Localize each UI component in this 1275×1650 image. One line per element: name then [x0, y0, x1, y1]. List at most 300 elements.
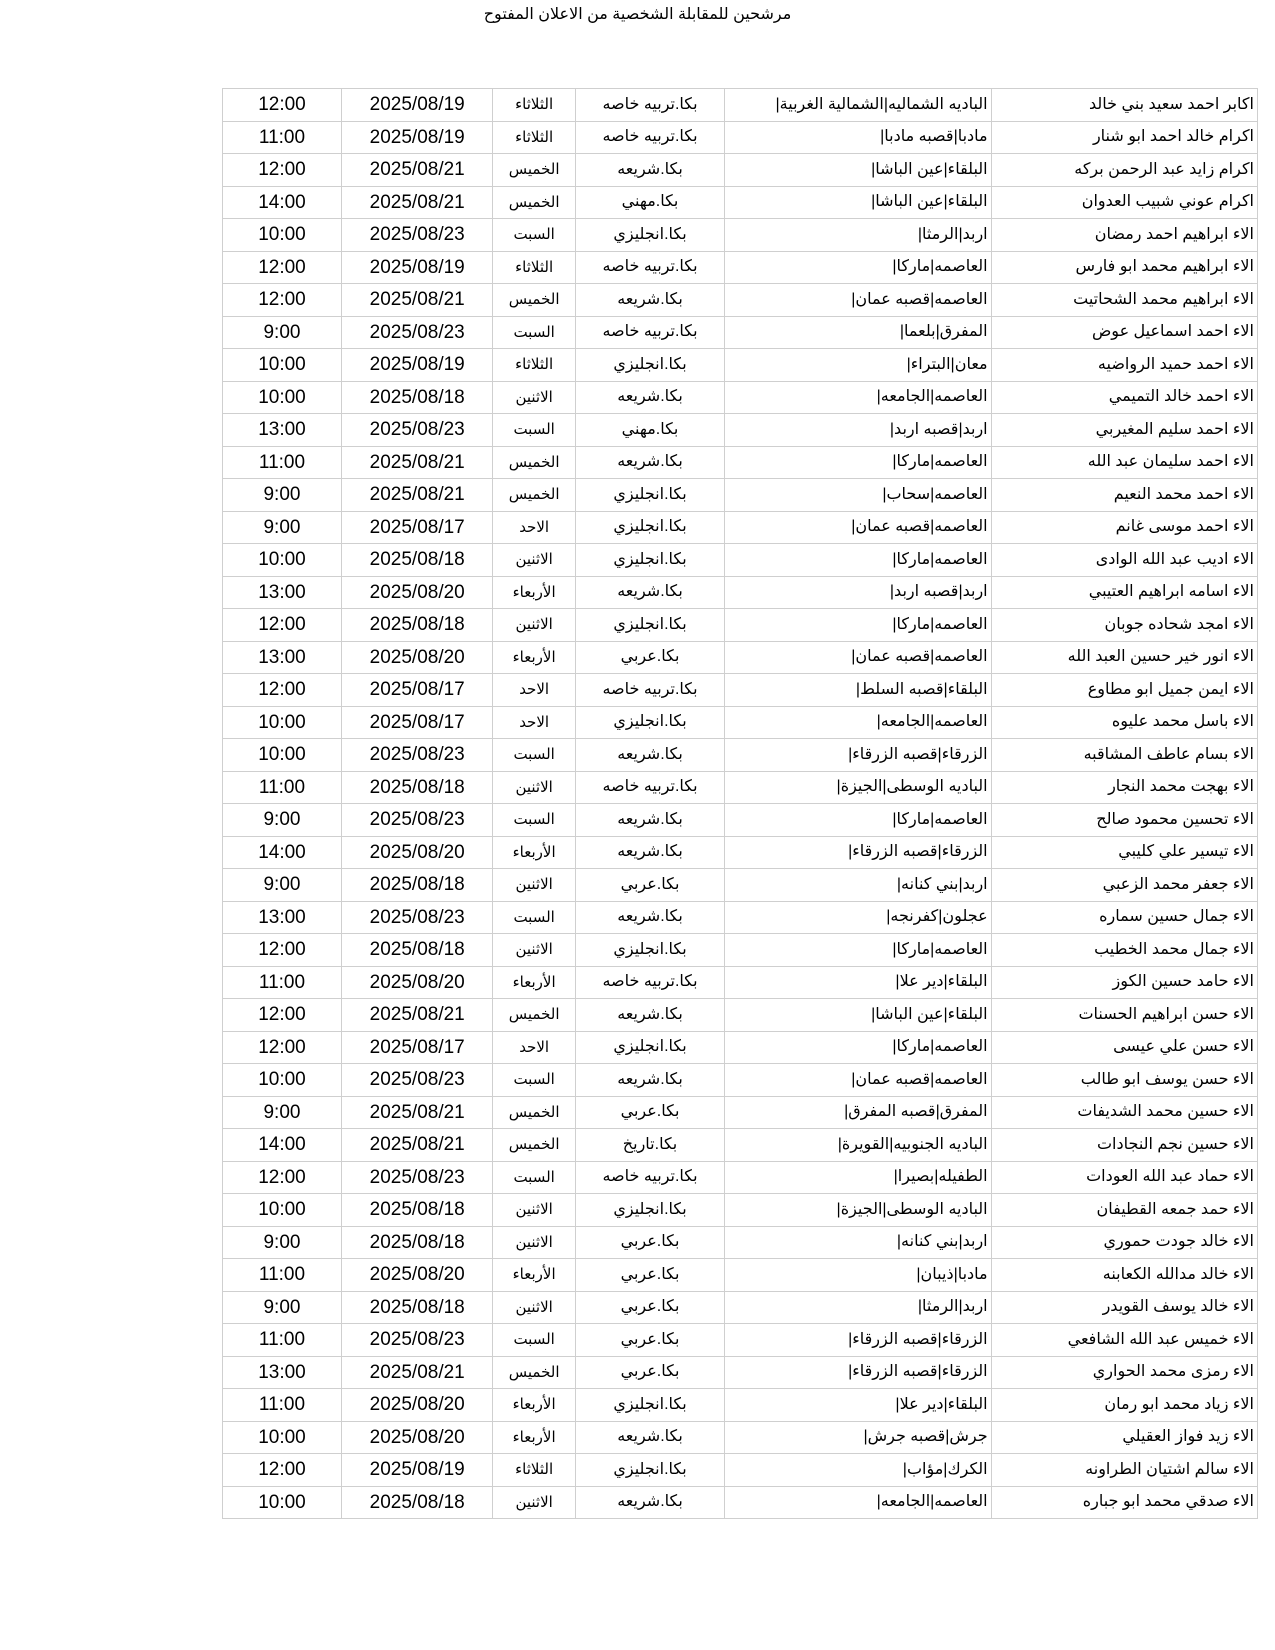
candidate-name-cell: الاء احمد سليم المغيربي — [991, 414, 1257, 447]
directorate-cell: الكرك|مؤاب| — [725, 1454, 991, 1487]
candidate-name-cell: الاء احمد خالد التميمي — [991, 381, 1257, 414]
table-row — [223, 381, 1258, 414]
interview-day-cell: الخميس — [493, 1096, 575, 1129]
interview-day-cell: الاثنين — [493, 1194, 575, 1227]
interview-time-cell: 12:00 — [223, 1031, 342, 1064]
table-row — [223, 609, 1258, 642]
interview-date-cell: 2025/08/19 — [341, 251, 492, 284]
interview-time-cell: 10:00 — [223, 1064, 342, 1097]
interview-time-cell: 9:00 — [223, 804, 342, 837]
interview-time-cell: 11:00 — [223, 446, 342, 479]
interview-day-cell: الخميس — [493, 446, 575, 479]
interview-day-cell: الثلاثاء — [493, 251, 575, 284]
directorate-cell: معان|البتراء| — [725, 349, 991, 382]
candidate-name-cell: اكابر احمد سعيد بني خالد — [991, 89, 1257, 122]
specialization-cell: بكا.انجليزي — [575, 1389, 724, 1422]
table-row — [223, 934, 1258, 967]
interview-time-cell: 12:00 — [223, 154, 342, 187]
interview-time-cell: 12:00 — [223, 934, 342, 967]
directorate-cell: اربد|الرمثا| — [725, 219, 991, 252]
specialization-cell: بكا.شريعه — [575, 1064, 724, 1097]
interview-date-cell: 2025/08/18 — [341, 934, 492, 967]
interview-day-cell: الاحد — [493, 1031, 575, 1064]
interview-date-cell: 2025/08/23 — [341, 316, 492, 349]
interview-day-cell: السبت — [493, 414, 575, 447]
interview-date-cell: 2025/08/20 — [341, 641, 492, 674]
directorate-cell: الزرقاء|قصبه الزرقاء| — [725, 1324, 991, 1357]
candidates-table-body — [223, 89, 1258, 1519]
directorate-cell: الزرقاء|قصبه الزرقاء| — [725, 836, 991, 869]
table-row — [223, 511, 1258, 544]
interview-day-cell: الثلاثاء — [493, 89, 575, 122]
candidate-name-cell: الاء حسن يوسف ابو طالب — [991, 1064, 1257, 1097]
interview-day-cell: الأربعاء — [493, 641, 575, 674]
interview-date-cell: 2025/08/23 — [341, 1161, 492, 1194]
directorate-cell: العاصمه|ماركا| — [725, 934, 991, 967]
candidates-table — [222, 88, 1258, 1519]
specialization-cell: بكا.تربيه خاصه — [575, 966, 724, 999]
table-row — [223, 219, 1258, 252]
directorate-cell: العاصمه|قصبه عمان| — [725, 284, 991, 317]
interview-day-cell: الخميس — [493, 284, 575, 317]
directorate-cell: الباديه الشماليه|الشمالية الغربية| — [725, 89, 991, 122]
specialization-cell: بكا.عربي — [575, 1226, 724, 1259]
interview-date-cell: 2025/08/18 — [341, 1226, 492, 1259]
interview-day-cell: الاثنين — [493, 1486, 575, 1519]
candidate-name-cell: الاء رمزى محمد الحواري — [991, 1356, 1257, 1389]
interview-day-cell: الاحد — [493, 674, 575, 707]
interview-day-cell: الخميس — [493, 154, 575, 187]
table-row — [223, 1486, 1258, 1519]
specialization-cell: بكا.انجليزي — [575, 1031, 724, 1064]
interview-day-cell: السبت — [493, 1064, 575, 1097]
specialization-cell: بكا.شريعه — [575, 739, 724, 772]
interview-date-cell: 2025/08/19 — [341, 1454, 492, 1487]
table-row — [223, 901, 1258, 934]
interview-day-cell: السبت — [493, 739, 575, 772]
directorate-cell: المفرق|قصبه المفرق| — [725, 1096, 991, 1129]
interview-date-cell: 2025/08/21 — [341, 284, 492, 317]
table-row — [223, 804, 1258, 837]
interview-time-cell: 9:00 — [223, 1096, 342, 1129]
interview-day-cell: الثلاثاء — [493, 121, 575, 154]
candidate-name-cell: الاء حمد جمعه القطيفان — [991, 1194, 1257, 1227]
interview-day-cell: الأربعاء — [493, 1389, 575, 1422]
specialization-cell: بكا.شريعه — [575, 381, 724, 414]
directorate-cell: العاصمه|الجامعه| — [725, 381, 991, 414]
interview-date-cell: 2025/08/21 — [341, 1096, 492, 1129]
candidate-name-cell: الاء تحسين محمود صالح — [991, 804, 1257, 837]
directorate-cell: العاصمه|ماركا| — [725, 446, 991, 479]
interview-date-cell: 2025/08/20 — [341, 1389, 492, 1422]
table-row — [223, 1129, 1258, 1162]
table-row — [223, 1194, 1258, 1227]
table-row — [223, 186, 1258, 219]
specialization-cell: بكا.شريعه — [575, 901, 724, 934]
specialization-cell: بكا.عربي — [575, 1291, 724, 1324]
specialization-cell: بكا.انجليزي — [575, 544, 724, 577]
directorate-cell: اربد|بني كنانه| — [725, 1226, 991, 1259]
interview-time-cell: 12:00 — [223, 1161, 342, 1194]
interview-day-cell: الاثنين — [493, 544, 575, 577]
candidate-name-cell: الاء سالم اشتيان الطراونه — [991, 1454, 1257, 1487]
specialization-cell: بكا.انجليزي — [575, 511, 724, 544]
table-row — [223, 674, 1258, 707]
table-row — [223, 966, 1258, 999]
candidate-name-cell: الاء خالد جودت حموري — [991, 1226, 1257, 1259]
candidate-name-cell: اكرام عوني شبيب العدوان — [991, 186, 1257, 219]
directorate-cell: اربد|قصبه اربد| — [725, 576, 991, 609]
interview-time-cell: 11:00 — [223, 1389, 342, 1422]
specialization-cell: بكا.مهني — [575, 414, 724, 447]
specialization-cell: بكا.شريعه — [575, 804, 724, 837]
interview-day-cell: الأربعاء — [493, 1421, 575, 1454]
table-row — [223, 251, 1258, 284]
specialization-cell: بكا.عربي — [575, 1259, 724, 1292]
interview-day-cell: الخميس — [493, 1129, 575, 1162]
specialization-cell: بكا.انجليزي — [575, 219, 724, 252]
interview-time-cell: 10:00 — [223, 1421, 342, 1454]
specialization-cell: بكا.عربي — [575, 869, 724, 902]
interview-date-cell: 2025/08/19 — [341, 89, 492, 122]
candidate-name-cell: الاء خميس عبد الله الشافعي — [991, 1324, 1257, 1357]
interview-day-cell: السبت — [493, 804, 575, 837]
interview-time-cell: 10:00 — [223, 706, 342, 739]
directorate-cell: مادبا|ذيبان| — [725, 1259, 991, 1292]
interview-day-cell: الخميس — [493, 479, 575, 512]
directorate-cell: العاصمه|ماركا| — [725, 609, 991, 642]
interview-time-cell: 11:00 — [223, 1324, 342, 1357]
specialization-cell: بكا.عربي — [575, 1356, 724, 1389]
specialization-cell: بكا.شريعه — [575, 999, 724, 1032]
directorate-cell: العاصمه|ماركا| — [725, 1031, 991, 1064]
directorate-cell: البلقاء|عين الباشا| — [725, 186, 991, 219]
interview-day-cell: الأربعاء — [493, 1259, 575, 1292]
interview-date-cell: 2025/08/18 — [341, 1291, 492, 1324]
interview-date-cell: 2025/08/23 — [341, 219, 492, 252]
table-row — [223, 1259, 1258, 1292]
table-row — [223, 999, 1258, 1032]
directorate-cell: عجلون|كفرنجه| — [725, 901, 991, 934]
candidate-name-cell: الاء امجد شحاده جوبان — [991, 609, 1257, 642]
interview-date-cell: 2025/08/21 — [341, 446, 492, 479]
interview-date-cell: 2025/08/17 — [341, 706, 492, 739]
candidate-name-cell: الاء خالد مدالله الكعابنه — [991, 1259, 1257, 1292]
candidate-name-cell: الاء اسامه ابراهيم العتيبي — [991, 576, 1257, 609]
specialization-cell: بكا.تربيه خاصه — [575, 121, 724, 154]
candidate-name-cell: الاء احمد اسماعيل عوض — [991, 316, 1257, 349]
interview-date-cell: 2025/08/17 — [341, 674, 492, 707]
interview-date-cell: 2025/08/23 — [341, 1324, 492, 1357]
interview-time-cell: 12:00 — [223, 609, 342, 642]
interview-time-cell: 13:00 — [223, 414, 342, 447]
interview-date-cell: 2025/08/18 — [341, 1194, 492, 1227]
candidate-name-cell: الاء حماد عبد الله العودات — [991, 1161, 1257, 1194]
table-row — [223, 1421, 1258, 1454]
directorate-cell: البلقاء|عين الباشا| — [725, 154, 991, 187]
directorate-cell: الباديه الوسطى|الجيزة| — [725, 1194, 991, 1227]
interview-day-cell: الاثنين — [493, 934, 575, 967]
table-row — [223, 1031, 1258, 1064]
interview-day-cell: الاحد — [493, 511, 575, 544]
table-row — [223, 576, 1258, 609]
table-row — [223, 1389, 1258, 1422]
interview-date-cell: 2025/08/17 — [341, 1031, 492, 1064]
interview-date-cell: 2025/08/23 — [341, 739, 492, 772]
interview-time-cell: 10:00 — [223, 1194, 342, 1227]
candidate-name-cell: اكرام خالد احمد ابو شنار — [991, 121, 1257, 154]
candidate-name-cell: الاء جمال حسين سماره — [991, 901, 1257, 934]
directorate-cell: البلقاء|قصبه السلط| — [725, 674, 991, 707]
candidate-name-cell: الاء ابراهيم محمد الشحاتيت — [991, 284, 1257, 317]
table-row — [223, 1226, 1258, 1259]
candidate-name-cell: الاء احمد موسى غانم — [991, 511, 1257, 544]
specialization-cell: بكا.عربي — [575, 641, 724, 674]
interview-date-cell: 2025/08/21 — [341, 154, 492, 187]
interview-day-cell: الأربعاء — [493, 966, 575, 999]
directorate-cell: جرش|قصبه جرش| — [725, 1421, 991, 1454]
candidate-name-cell: الاء حسين محمد الشديفات — [991, 1096, 1257, 1129]
interview-time-cell: 10:00 — [223, 381, 342, 414]
table-row — [223, 414, 1258, 447]
interview-time-cell: 11:00 — [223, 771, 342, 804]
candidate-name-cell: الاء ابراهيم احمد رمضان — [991, 219, 1257, 252]
directorate-cell: الزرقاء|قصبه الزرقاء| — [725, 739, 991, 772]
candidate-name-cell: الاء جعفر محمد الزعبي — [991, 869, 1257, 902]
interview-time-cell: 13:00 — [223, 641, 342, 674]
interview-date-cell: 2025/08/20 — [341, 966, 492, 999]
directorate-cell: العاصمه|ماركا| — [725, 804, 991, 837]
interview-day-cell: الاثنين — [493, 771, 575, 804]
directorate-cell: العاصمه|ماركا| — [725, 251, 991, 284]
specialization-cell: بكا.تربيه خاصه — [575, 251, 724, 284]
interview-time-cell: 10:00 — [223, 349, 342, 382]
page-title: مرشحين للمقابلة الشخصية من الاعلان المفتوح — [483, 6, 792, 23]
interview-date-cell: 2025/08/20 — [341, 1421, 492, 1454]
table-row — [223, 349, 1258, 382]
interview-time-cell: 12:00 — [223, 999, 342, 1032]
specialization-cell: بكا.تربيه خاصه — [575, 89, 724, 122]
directorate-cell: العاصمه|قصبه عمان| — [725, 511, 991, 544]
table-row — [223, 836, 1258, 869]
interview-day-cell: الأربعاء — [493, 836, 575, 869]
specialization-cell: بكا.انجليزي — [575, 1454, 724, 1487]
specialization-cell: بكا.انجليزي — [575, 706, 724, 739]
specialization-cell: بكا.تربيه خاصه — [575, 674, 724, 707]
candidate-name-cell: الاء زيد فواز العقيلي — [991, 1421, 1257, 1454]
specialization-cell: بكا.تربيه خاصه — [575, 1161, 724, 1194]
interview-day-cell: الاحد — [493, 706, 575, 739]
interview-date-cell: 2025/08/17 — [341, 511, 492, 544]
specialization-cell: بكا.شريعه — [575, 1486, 724, 1519]
table-row — [223, 1064, 1258, 1097]
interview-time-cell: 14:00 — [223, 836, 342, 869]
interview-date-cell: 2025/08/19 — [341, 121, 492, 154]
specialization-cell: بكا.انجليزي — [575, 1194, 724, 1227]
table-row — [223, 869, 1258, 902]
interview-day-cell: الثلاثاء — [493, 349, 575, 382]
candidate-name-cell: الاء احمد محمد النعيم — [991, 479, 1257, 512]
table-row — [223, 1161, 1258, 1194]
interview-day-cell: الاثنين — [493, 609, 575, 642]
table-row — [223, 544, 1258, 577]
interview-date-cell: 2025/08/19 — [341, 349, 492, 382]
interview-time-cell: 12:00 — [223, 251, 342, 284]
table-row — [223, 154, 1258, 187]
interview-date-cell: 2025/08/18 — [341, 869, 492, 902]
candidate-name-cell: الاء حامد حسين الكوز — [991, 966, 1257, 999]
specialization-cell: بكا.انجليزي — [575, 609, 724, 642]
directorate-cell: الباديه الوسطى|الجيزة| — [725, 771, 991, 804]
specialization-cell: بكا.انجليزي — [575, 479, 724, 512]
candidate-name-cell: الاء باسل محمد عليوه — [991, 706, 1257, 739]
interview-day-cell: السبت — [493, 316, 575, 349]
directorate-cell: العاصمه|الجامعه| — [725, 706, 991, 739]
interview-time-cell: 14:00 — [223, 186, 342, 219]
interview-time-cell: 10:00 — [223, 544, 342, 577]
interview-day-cell: السبت — [493, 1324, 575, 1357]
table-row — [223, 121, 1258, 154]
directorate-cell: المفرق|بلعما| — [725, 316, 991, 349]
interview-day-cell: الاثنين — [493, 381, 575, 414]
directorate-cell: اربد|بني كنانه| — [725, 869, 991, 902]
candidate-name-cell: الاء ابراهيم محمد ابو فارس — [991, 251, 1257, 284]
specialization-cell: بكا.شريعه — [575, 154, 724, 187]
candidate-name-cell: الاء حسين نجم النجادات — [991, 1129, 1257, 1162]
directorate-cell: الطفيله|بصيرا| — [725, 1161, 991, 1194]
candidate-name-cell: الاء زياد محمد ابو رمان — [991, 1389, 1257, 1422]
specialization-cell: بكا.شريعه — [575, 836, 724, 869]
table-row — [223, 1454, 1258, 1487]
table-row — [223, 284, 1258, 317]
candidate-name-cell: الاء صدقي محمد ابو جباره — [991, 1486, 1257, 1519]
interview-time-cell: 9:00 — [223, 1226, 342, 1259]
interview-date-cell: 2025/08/18 — [341, 771, 492, 804]
table-row — [223, 479, 1258, 512]
interview-time-cell: 13:00 — [223, 901, 342, 934]
table-row — [223, 771, 1258, 804]
candidate-name-cell: الاء جمال محمد الخطيب — [991, 934, 1257, 967]
directorate-cell: العاصمه|قصبه عمان| — [725, 1064, 991, 1097]
specialization-cell: بكا.شريعه — [575, 446, 724, 479]
interview-day-cell: السبت — [493, 1161, 575, 1194]
interview-time-cell: 12:00 — [223, 89, 342, 122]
interview-date-cell: 2025/08/20 — [341, 836, 492, 869]
table-row — [223, 316, 1258, 349]
interview-date-cell: 2025/08/18 — [341, 381, 492, 414]
specialization-cell: بكا.شريعه — [575, 576, 724, 609]
interview-date-cell: 2025/08/23 — [341, 901, 492, 934]
candidate-name-cell: اكرام زايد عبد الرحمن بركه — [991, 154, 1257, 187]
interview-day-cell: الخميس — [493, 999, 575, 1032]
candidate-name-cell: الاء احمد سليمان عبد الله — [991, 446, 1257, 479]
interview-time-cell: 13:00 — [223, 1356, 342, 1389]
table-row — [223, 641, 1258, 674]
candidate-name-cell: الاء انور خير حسين العبد الله — [991, 641, 1257, 674]
directorate-cell: العاصمه|قصبه عمان| — [725, 641, 991, 674]
interview-date-cell: 2025/08/18 — [341, 609, 492, 642]
interview-time-cell: 9:00 — [223, 316, 342, 349]
interview-day-cell: السبت — [493, 219, 575, 252]
interview-time-cell: 9:00 — [223, 1291, 342, 1324]
specialization-cell: بكا.شريعه — [575, 284, 724, 317]
interview-time-cell: 11:00 — [223, 121, 342, 154]
interview-time-cell: 9:00 — [223, 479, 342, 512]
interview-time-cell: 12:00 — [223, 674, 342, 707]
interview-time-cell: 10:00 — [223, 219, 342, 252]
specialization-cell: بكا.تربيه خاصه — [575, 771, 724, 804]
interview-date-cell: 2025/08/21 — [341, 1356, 492, 1389]
interview-date-cell: 2025/08/21 — [341, 999, 492, 1032]
interview-day-cell: الأربعاء — [493, 576, 575, 609]
interview-date-cell: 2025/08/23 — [341, 1064, 492, 1097]
interview-time-cell: 12:00 — [223, 284, 342, 317]
interview-date-cell: 2025/08/20 — [341, 576, 492, 609]
specialization-cell: بكا.شريعه — [575, 1421, 724, 1454]
candidate-name-cell: الاء حسن علي عيسى — [991, 1031, 1257, 1064]
directorate-cell: العاصمه|الجامعه| — [725, 1486, 991, 1519]
specialization-cell: بكا.انجليزي — [575, 349, 724, 382]
candidate-name-cell: الاء تيسير علي كليبي — [991, 836, 1257, 869]
directorate-cell: العاصمه|سحاب| — [725, 479, 991, 512]
interview-time-cell: 11:00 — [223, 966, 342, 999]
table-row — [223, 1356, 1258, 1389]
interview-date-cell: 2025/08/18 — [341, 1486, 492, 1519]
table-row — [223, 739, 1258, 772]
table-row — [223, 1096, 1258, 1129]
interview-day-cell: الخميس — [493, 186, 575, 219]
interview-date-cell: 2025/08/18 — [341, 544, 492, 577]
interview-day-cell: السبت — [493, 901, 575, 934]
interview-time-cell: 9:00 — [223, 511, 342, 544]
specialization-cell: بكا.عربي — [575, 1324, 724, 1357]
interview-time-cell: 12:00 — [223, 1454, 342, 1487]
specialization-cell: بكا.تربيه خاصه — [575, 316, 724, 349]
interview-time-cell: 13:00 — [223, 576, 342, 609]
candidate-name-cell: الاء اديب عبد الله الوادى — [991, 544, 1257, 577]
interview-date-cell: 2025/08/23 — [341, 804, 492, 837]
directorate-cell: اربد|قصبه اربد| — [725, 414, 991, 447]
specialization-cell: بكا.مهني — [575, 186, 724, 219]
directorate-cell: العاصمه|ماركا| — [725, 544, 991, 577]
interview-time-cell: 10:00 — [223, 739, 342, 772]
interview-day-cell: الاثنين — [493, 1226, 575, 1259]
interview-day-cell: الثلاثاء — [493, 1454, 575, 1487]
directorate-cell: البلقاء|دير علا| — [725, 966, 991, 999]
table-row — [223, 446, 1258, 479]
table-row — [223, 89, 1258, 122]
specialization-cell: بكا.تاريخ — [575, 1129, 724, 1162]
interview-date-cell: 2025/08/23 — [341, 414, 492, 447]
directorate-cell: الزرقاء|قصبه الزرقاء| — [725, 1356, 991, 1389]
directorate-cell: البلقاء|عين الباشا| — [725, 999, 991, 1032]
candidate-name-cell: الاء ايمن جميل ابو مطاوع — [991, 674, 1257, 707]
interview-time-cell: 9:00 — [223, 869, 342, 902]
interview-time-cell: 14:00 — [223, 1129, 342, 1162]
interview-time-cell: 10:00 — [223, 1486, 342, 1519]
candidate-name-cell: الاء خالد يوسف القويدر — [991, 1291, 1257, 1324]
interview-date-cell: 2025/08/21 — [341, 1129, 492, 1162]
interview-date-cell: 2025/08/21 — [341, 479, 492, 512]
directorate-cell: مادبا|قصبه مادبا| — [725, 121, 991, 154]
table-row — [223, 706, 1258, 739]
directorate-cell: اربد|الرمثا| — [725, 1291, 991, 1324]
candidate-name-cell: الاء بهجت محمد النجار — [991, 771, 1257, 804]
interview-day-cell: الخميس — [493, 1356, 575, 1389]
interview-day-cell: الاثنين — [493, 1291, 575, 1324]
candidate-name-cell: الاء حسن ابراهيم الحسنات — [991, 999, 1257, 1032]
interview-day-cell: الاثنين — [493, 869, 575, 902]
